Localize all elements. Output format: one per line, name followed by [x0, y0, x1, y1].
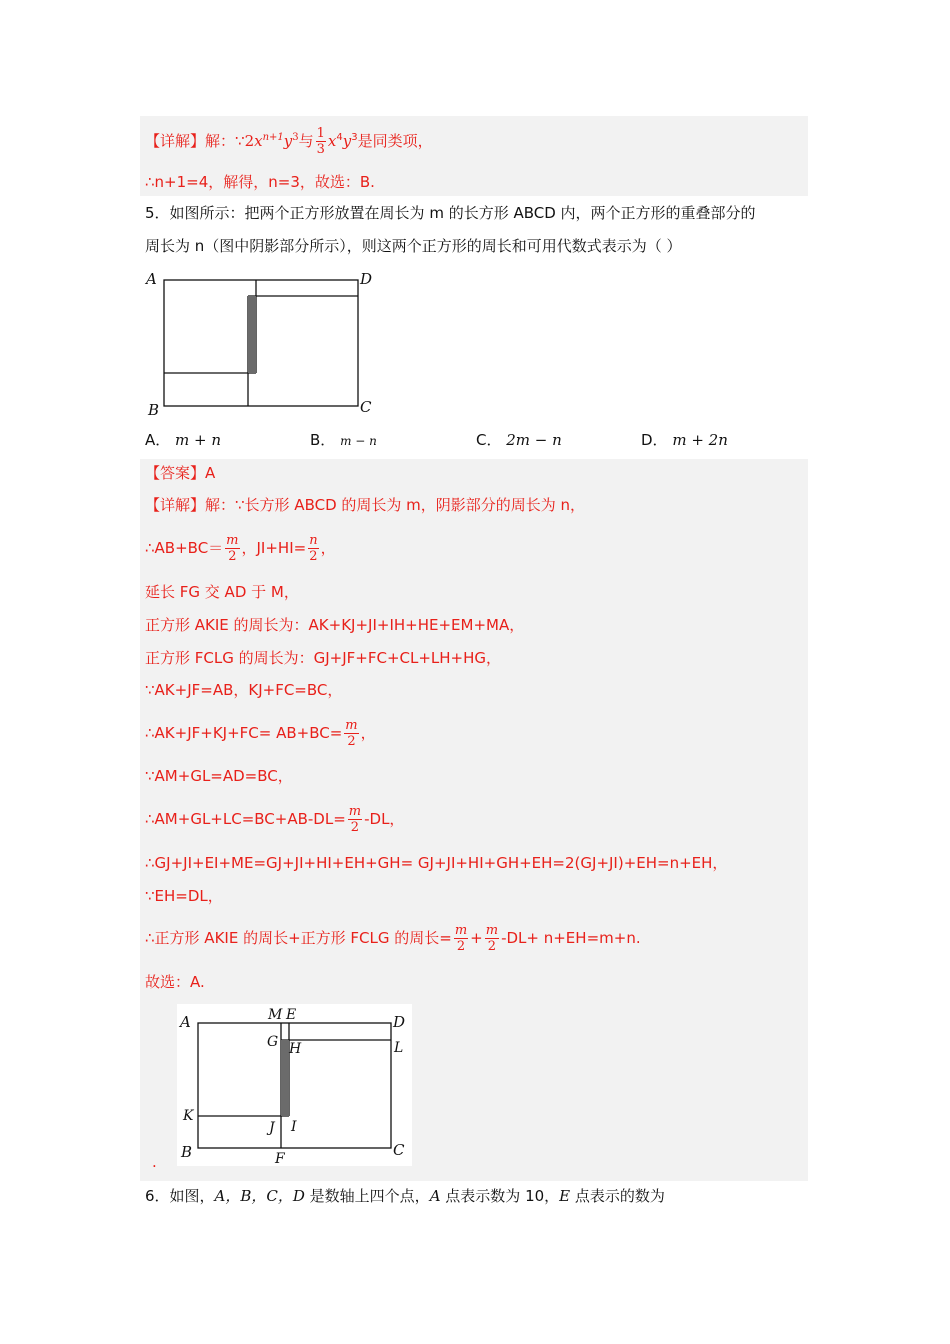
fig5-label-a: A — [146, 270, 157, 288]
answer-line: 【答案】A — [145, 464, 216, 482]
step4-line: 正方形 FCLG 的周长为：GJ+JF+FC+CL+LH+HG， — [145, 649, 502, 667]
fig5-label-d: D — [360, 270, 373, 288]
question5-line1: 5．如图所示：把两个正方形放置在周长为 m 的长方形 ABCD 内，两个正方形的重叠部分的 — [145, 204, 756, 222]
fig-sol-label-c: C — [393, 1141, 405, 1159]
fig-sol-label-a: A — [180, 1013, 191, 1031]
fig-sol-label-i: I — [291, 1119, 297, 1135]
step6-line: ∴AK+JF+KJ+FC= AB+BC= $\frac{m}{2}$ ， — [145, 718, 376, 749]
detail-line: 【详解】解：∵长方形 ABCD 的周长为 m，阴影部分的周长为 n， — [145, 496, 586, 514]
fig-sol-label-h: H — [289, 1041, 302, 1057]
step8-line: ∴AM+GL+LC=BC+AB-DL= $\frac{m}{2}$ -DL， — [145, 804, 405, 835]
step9-line: ∴GJ+JI+EI+ME=GJ+JI+HI+EH+GH= GJ+JI+HI+GH+EH=2(GJ+JI)+EH=n+EH， — [145, 854, 728, 872]
fig-sol-label-k: K — [183, 1108, 194, 1124]
trailing-dot: . — [152, 1153, 157, 1171]
fig-sol-label-g: G — [267, 1034, 279, 1050]
step11-line: ∴正方形 AKIE 的周长+正方形 FCLG 的周长= $\frac{m}{2}$ + $\frac{m}{2}$ -DL+ n+EH=m+n. — [145, 923, 641, 954]
fig-sol-label-m: M — [268, 1007, 283, 1023]
fig5-label-c: C — [360, 398, 372, 416]
step1-line: ∴AB+BC＝ $\frac{m}{2}$ ，JI+HI= $\frac{n}{2}$ ， — [145, 533, 336, 564]
question5-figure — [140, 266, 380, 420]
fig-sol-label-f: F — [275, 1151, 285, 1166]
step12-line: 故选：A. — [145, 973, 205, 991]
step2-line: 延长 FG 交 AD 于 M， — [145, 583, 299, 601]
solution5-figure — [177, 1004, 412, 1166]
step5-line: ∵AK+JF=AB，KJ+FC=BC， — [145, 681, 343, 699]
step10-line: ∵EH=DL， — [145, 887, 223, 905]
fig-sol-label-b: B — [181, 1143, 193, 1161]
fig5-label-b: B — [148, 401, 160, 419]
option-d[interactable]: D． m + 2n — [641, 431, 728, 449]
step3-line: 正方形 AKIE 的周长为：AK+KJ+JI+IH+HE+EM+MA， — [145, 616, 525, 634]
option-a[interactable]: A． m + n — [145, 431, 222, 449]
question6-line: 6．如图，A，B，C，D 是数轴上四个点，A 点表示数为 10，E 点表示的数为 — [145, 1187, 665, 1205]
question5-line2: 周长为 n（图中阴影部分所示），则这两个正方形的周长和可用代数式表示为（ ） — [145, 237, 682, 255]
step7-line: ∵AM+GL=AD=BC， — [145, 767, 293, 785]
fig-sol-label-j: J — [269, 1120, 275, 1136]
fig-sol-label-e: E — [286, 1007, 297, 1023]
option-c[interactable]: C． 2m − n — [476, 431, 562, 449]
prev-solution-conclusion: ∴n+1=4，解得，n=3，故选：B. — [145, 173, 375, 191]
prev-solution-detail: 【详解】解：$\because 2x^{n+1}y^3$与 $\frac{1}{3}$ $x^4y^3$是同类项， — [145, 126, 433, 157]
fig-sol-label-l: L — [394, 1040, 404, 1056]
fig-sol-label-d: D — [393, 1013, 406, 1031]
option-b[interactable]: B． m − n — [310, 431, 377, 449]
